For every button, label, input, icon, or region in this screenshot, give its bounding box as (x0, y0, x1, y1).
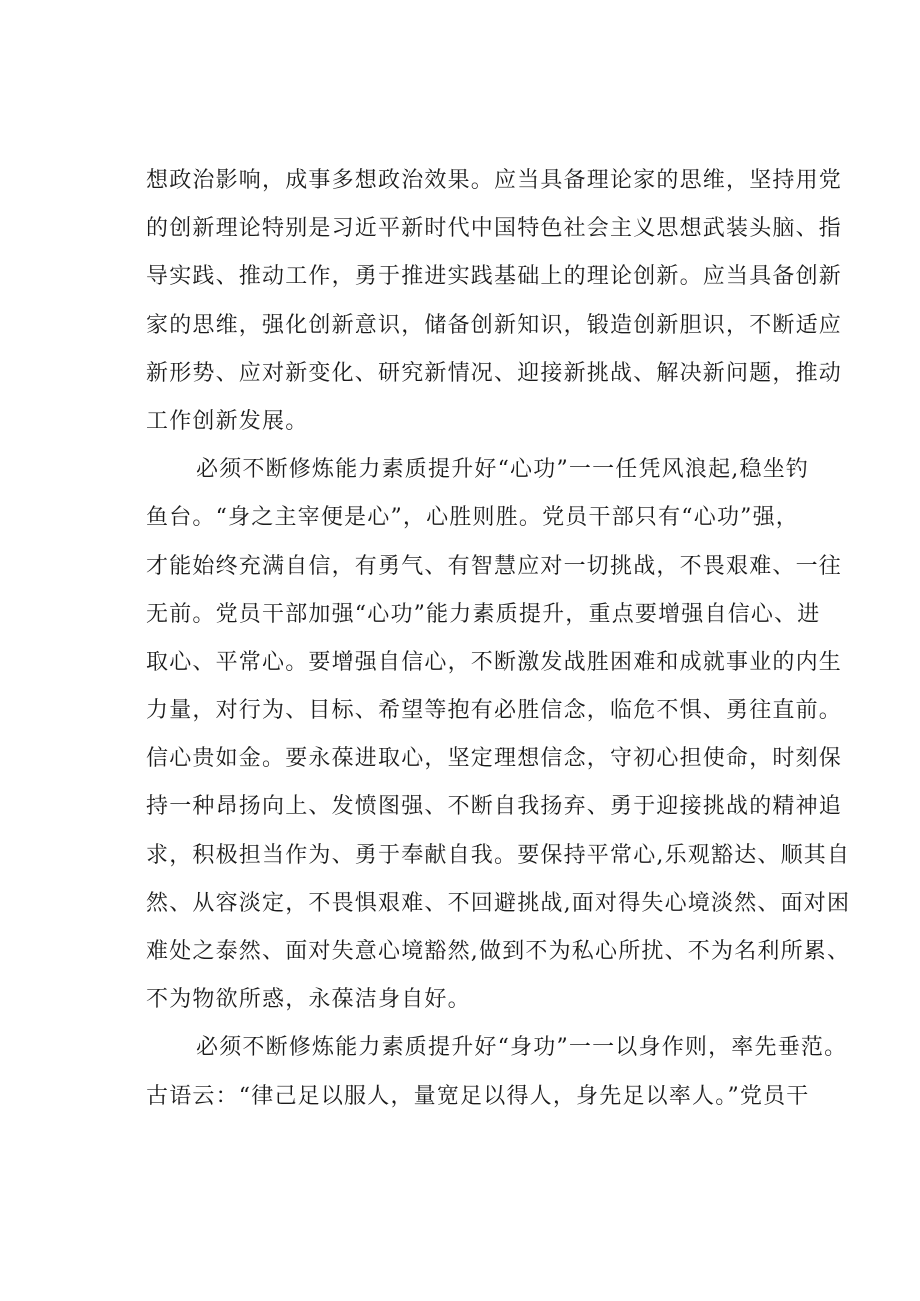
text-line: 古语云：“律己足以服人，量宽足以得人，身先足以率人。”党员干 (146, 1083, 810, 1109)
text-line: 导实践、推动工作，勇于推进实践基础上的理论创新。应当具备创新 (146, 264, 843, 290)
text-line: 的创新理论特别是习近平新时代中国特色社会主义思想武装头脑、指 (146, 216, 843, 242)
text-line: 难处之泰然、面对失意心境豁然,做到不为私心所扰、不为名利所累、 (146, 939, 851, 964)
text-line: 鱼台。“身之主宰便是心”，心胜则胜。党员干部只有“心功”强， (146, 505, 799, 531)
text-line: 家的思维，强化创新意识，储备创新知识，锻造创新胆识，不断适应 (146, 312, 843, 338)
paragraph-first-line: 必须不断修炼能力素质提升好“心功”一一任凭风浪起,稳坐钓 (196, 457, 810, 483)
text-line: 力量，对行为、目标、希望等抱有必胜信念，临危不惧、勇往直前。 (146, 698, 843, 724)
text-line: 然、从容淡定，不畏惧艰难、不回避挑战,面对得失心境淡然、面对困 (146, 890, 851, 916)
text-line: 信心贵如金。要永葆进取心，坚定理想信念，守初心担使命，时刻保 (146, 746, 843, 772)
text-line: 不为物欲所惑，永葆洁身自好。 (146, 987, 471, 1013)
text-line: 工作创新发展。 (146, 408, 309, 434)
text-line: 求，积极担当作为、勇于奉献自我。要保持平常心,乐观豁达、顺其自 (146, 842, 851, 868)
text-line: 想政治影响，成事多想政治效果。应当具备理论家的思维，坚持用党 (146, 168, 843, 193)
text-line: 持一种昂扬向上、发愤图强、不断自我扬弃、勇于迎接挑战的精神追 (146, 794, 843, 820)
body-text (146, 157, 851, 1121)
text-line: 无前。党员干部加强“心功”能力素质提升，重点要增强自信心、进 (146, 601, 821, 627)
text-line: 才能始终充满自信，有勇气、有智慧应对一切挑战，不畏艰难、一往 (146, 553, 843, 579)
text-line: 新形势、应对新变化、研究新情况、迎接新挑战、解决新问题，推动 (146, 360, 843, 386)
paragraph-first-line: 必须不断修炼能力素质提升好“身功”一一以身作则，率先垂范。 (196, 1035, 848, 1061)
text-line: 取心、平常心。要增强自信心，不断激发战胜困难和成就事业的内生 (146, 649, 843, 675)
